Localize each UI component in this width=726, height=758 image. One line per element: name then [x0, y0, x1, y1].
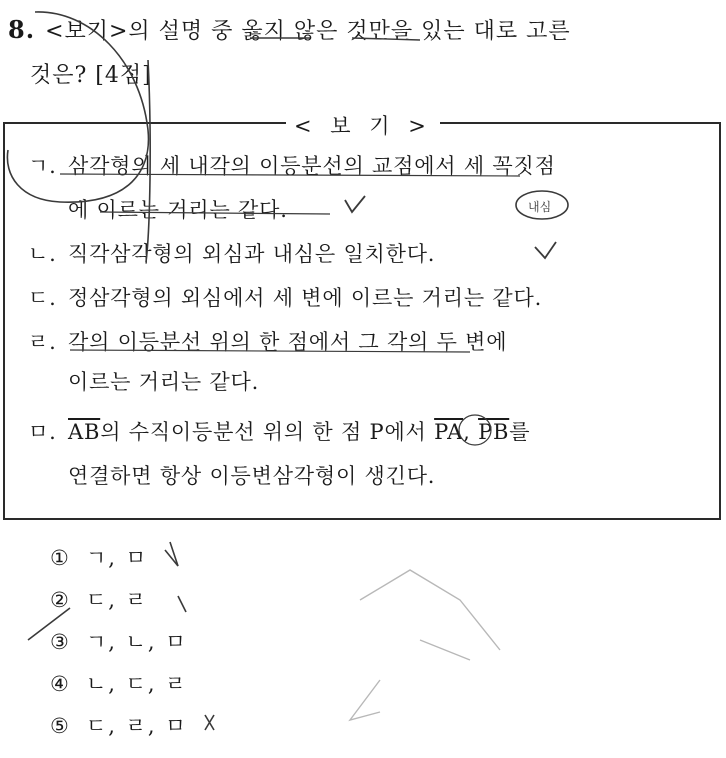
faint-scribble — [350, 570, 500, 720]
bogi-item-3 — [28, 282, 542, 312]
bogi-item-5-line2: 연결하면 항상 이등변삼각형이 생긴다. — [68, 464, 436, 488]
choice-text: ㄱ, ㅁ — [86, 546, 148, 570]
bogi-item-marker: ㄱ. — [28, 154, 57, 178]
question-stem-text: <보기>의 설명 중 옳지 않은 것만을 있는 대로 고른 — [45, 19, 571, 44]
bogi-item-text: 정삼각형의 외심에서 세 변에 이르는 거리는 같다. — [68, 286, 543, 310]
bogi-item-text: 직각삼각형의 외심과 내심은 일치한다. — [68, 242, 436, 266]
choice-number: ⑤ — [50, 714, 71, 738]
bogi-item-text: 삼각형의 세 내각의 이등분선의 교점에서 세 꼭짓점 — [68, 154, 556, 178]
bogi-item-text: 의 수직이등분선 위의 한 점 P에서 — [100, 420, 427, 444]
segment-separator: , — [463, 420, 471, 444]
bogi-item-marker: ㅁ. — [28, 420, 57, 444]
choice-number: ① — [50, 546, 71, 570]
choice-text: ㄷ, ㄹ — [86, 588, 148, 612]
choice-3[interactable] — [50, 626, 188, 656]
question-stem-line1 — [8, 14, 571, 45]
bogi-item-2 — [28, 238, 435, 268]
bogi-item-4-line2: 이르는 거리는 같다. — [68, 370, 260, 394]
check-mark — [178, 596, 186, 612]
segment-pb: $\overline{PB}$ — [478, 420, 510, 444]
choice-text: ㄱ, ㄴ, ㅁ — [86, 630, 188, 654]
bogi-item-5 — [28, 416, 530, 446]
segment-ab: $\overline{AB}$ — [68, 420, 101, 444]
choice-2[interactable] — [50, 584, 148, 614]
choice-text: ㄷ, ㄹ, ㅁ — [86, 714, 188, 738]
bogi-item-text-end: 를 — [509, 420, 531, 444]
bogi-item-marker: ㄹ. — [28, 330, 57, 354]
question-number: 8. — [8, 15, 36, 44]
question-stem-line2: 것은? [4점] — [30, 63, 152, 88]
choice-number: ③ — [50, 630, 71, 654]
choice-number: ④ — [50, 672, 71, 696]
segment-pa: $\overline{PA}$ — [434, 420, 464, 444]
choice-number: ② — [50, 588, 71, 612]
choice-5[interactable] — [50, 710, 188, 740]
check-mark — [165, 542, 178, 566]
bogi-item-marker: ㄴ. — [28, 242, 57, 266]
bogi-item-text: 각의 이등분선 위의 한 점에서 그 각의 두 변에 — [68, 330, 508, 354]
bogi-item-marker: ㄷ. — [28, 286, 57, 310]
bogi-item-1 — [28, 150, 556, 180]
choice-1[interactable] — [50, 542, 148, 572]
check-mark — [205, 715, 214, 730]
choice-4[interactable] — [50, 668, 188, 698]
bogi-item-4 — [28, 326, 507, 356]
circled-note: 내심 — [528, 200, 552, 214]
bogi-item-1-line2: 에 이르는 거리는 같다. — [68, 198, 288, 222]
bogi-title: < 보 기 > — [286, 110, 440, 140]
choice-text: ㄴ, ㄷ, ㄹ — [86, 672, 188, 696]
